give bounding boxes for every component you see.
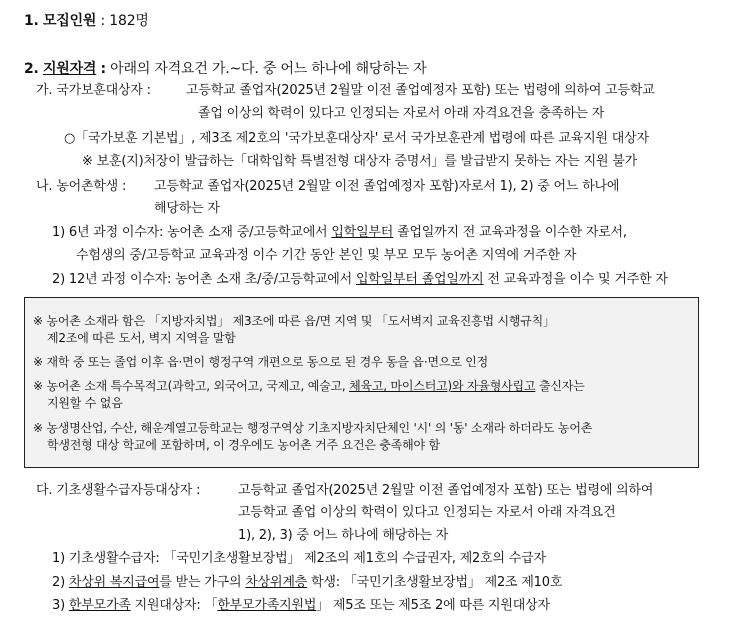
da-item2-u1: 차상위 복지급여 — [68, 575, 160, 590]
na-line2: 해당하는 자 — [154, 201, 220, 216]
ga-label: 가. 국가보훈대상자 : — [36, 83, 151, 98]
da-item3-u2: 한부모가족지원법 — [217, 598, 317, 613]
ga-line2: 졸업 이상의 학력이 있다고 인정되는 자로서 아래 자격요건을 충족하는 자 — [198, 106, 605, 121]
na-item1-b: 졸업일까지 전 교육과정을 이수한 자로서, — [393, 225, 627, 240]
da-label: 다. 기초생활수급자등대상자 : — [36, 483, 201, 498]
da-item2-m: 를 받는 가구의 — [159, 575, 246, 590]
note-4-line2: 학생전형 대상 학교에 포함하며, 이 경우에도 농어촌 거주 요건은 충족해야 함 — [47, 438, 440, 452]
da-item1: 1) 기초생활수급자: 「국민기초생활보장법」 제2조의 제1호의 수급권자, 제2호의 수급자 — [52, 551, 546, 566]
section2-title: 지원자격 — [42, 61, 97, 77]
section2-desc: 아래의 자격요건 가.~다. 중 어느 하나에 해당하는 자 — [110, 61, 427, 77]
da-item2-u2: 차상위계층 — [245, 575, 308, 590]
section1-value: 182명 — [109, 13, 149, 29]
da-line2: 고등학교 졸업 이상의 학력이 있다고 인정되는 자로서 아래 자격요건 — [238, 505, 616, 520]
ga-line1: 고등학교 졸업자(2025년 2월말 이전 졸업예정자 포함) 또는 법령에 의하여 고등학교 — [186, 83, 655, 98]
na-line1: 고등학교 졸업자(2025년 2월말 이전 졸업예정자 포함)자로서 1), 2) 중 어느 하나에 — [154, 179, 620, 194]
da-item3-m: 지원대상자: 「 — [130, 598, 218, 613]
da-item3-a: 3) — [52, 598, 69, 613]
na-item1-a: 1) 6년 과정 이수자: 농어촌 소재 중/고등학교에서 — [52, 225, 332, 240]
na-item2 — [52, 271, 668, 289]
note-2: ※ 재학 중 또는 졸업 이후 읍·면이 행정구역 개편으로 동으로 된 경우 동을 읍·면으로 인정 — [33, 355, 489, 369]
na-item2-u: 입학일부터 졸업일까지 — [355, 272, 484, 287]
note-3-line2: 지원할 수 없음 — [47, 396, 123, 410]
note-1-line1: ※ 농어촌 소재라 함은 「지방자치법」 제3조에 따른 읍/면 지역 및 「도서벽지 교육진흥법 시행규칙」 — [33, 314, 555, 328]
da-line1: 고등학교 졸업자(2025년 2월말 이전 졸업예정자 포함) 또는 법령에 의하여 — [238, 483, 654, 498]
da-item3-b: 」 제5조 또는 제5조 2에 따른 지원대상자 — [316, 598, 550, 613]
da-item2-a: 2) — [52, 575, 69, 590]
na-item1-u: 입학일부터 — [331, 225, 394, 240]
note-3-b: 출신자는 — [535, 379, 585, 393]
note-3-u: 체육고, 마이스터고)와 자율형사립고 — [349, 379, 536, 393]
note-4-line1: ※ 농생명산업, 수산, 해운계열고등학교는 행정구역상 기초지방자치단체인 '시' 의 '동' 소재라 하더라도 농어촌 — [33, 421, 593, 435]
na-item1 — [52, 224, 627, 242]
notes-box — [24, 297, 699, 468]
da-item2 — [52, 574, 562, 592]
da-item3-u1: 한부모가족 — [68, 598, 131, 613]
ga-bullet: ○「국가보훈 기본법」, 제3조 제2호의 '국가보훈대상자' 로서 국가보훈관계 법령에 따른 교육지원 대상자 — [64, 131, 649, 146]
na-item2-a: 2) 12년 과정 이수자: 농어촌 소재 초/중/고등학교에서 — [52, 272, 356, 287]
section1-heading — [24, 12, 149, 30]
section2-colon: : — [100, 61, 106, 77]
section1-title: 모집인원 — [42, 13, 97, 29]
section1-number: 1. — [24, 13, 39, 29]
na-item2-b: 전 교육과정을 이수 및 거주한 자 — [483, 272, 668, 287]
note-3-a: ※ 농어촌 소재 특수목적고(과학고, 외국어고, 국제고, 예술고, — [33, 379, 350, 393]
da-item3 — [52, 597, 550, 615]
section2-heading — [24, 60, 426, 78]
da-item2-b: 학생: 「국민기초생활보장법」 제2조 제10호 — [307, 575, 563, 590]
note-1-line2: 제2조에 따른 도서, 벽지 지역을 말함 — [47, 331, 236, 345]
section1-colon: : — [100, 13, 106, 29]
section2-number: 2. — [24, 61, 39, 77]
note-3-line1 — [33, 378, 585, 395]
ga-note: ※ 보훈(지)처장이 발급하는「대학입학 특별전형 대상자 증명서」를 발급받지 못하는 자는 지원 불가 — [82, 154, 637, 169]
na-label: 나. 농어촌학생 : — [36, 179, 127, 194]
na-item1-line2: 수험생의 중/고등학교 교육과정 이수 기간 동안 본인 및 부모 모두 농어촌 지역에 거주한 자 — [76, 248, 577, 263]
da-line3: 1), 2), 3) 중 어느 하나에 해당하는 자 — [238, 528, 449, 543]
